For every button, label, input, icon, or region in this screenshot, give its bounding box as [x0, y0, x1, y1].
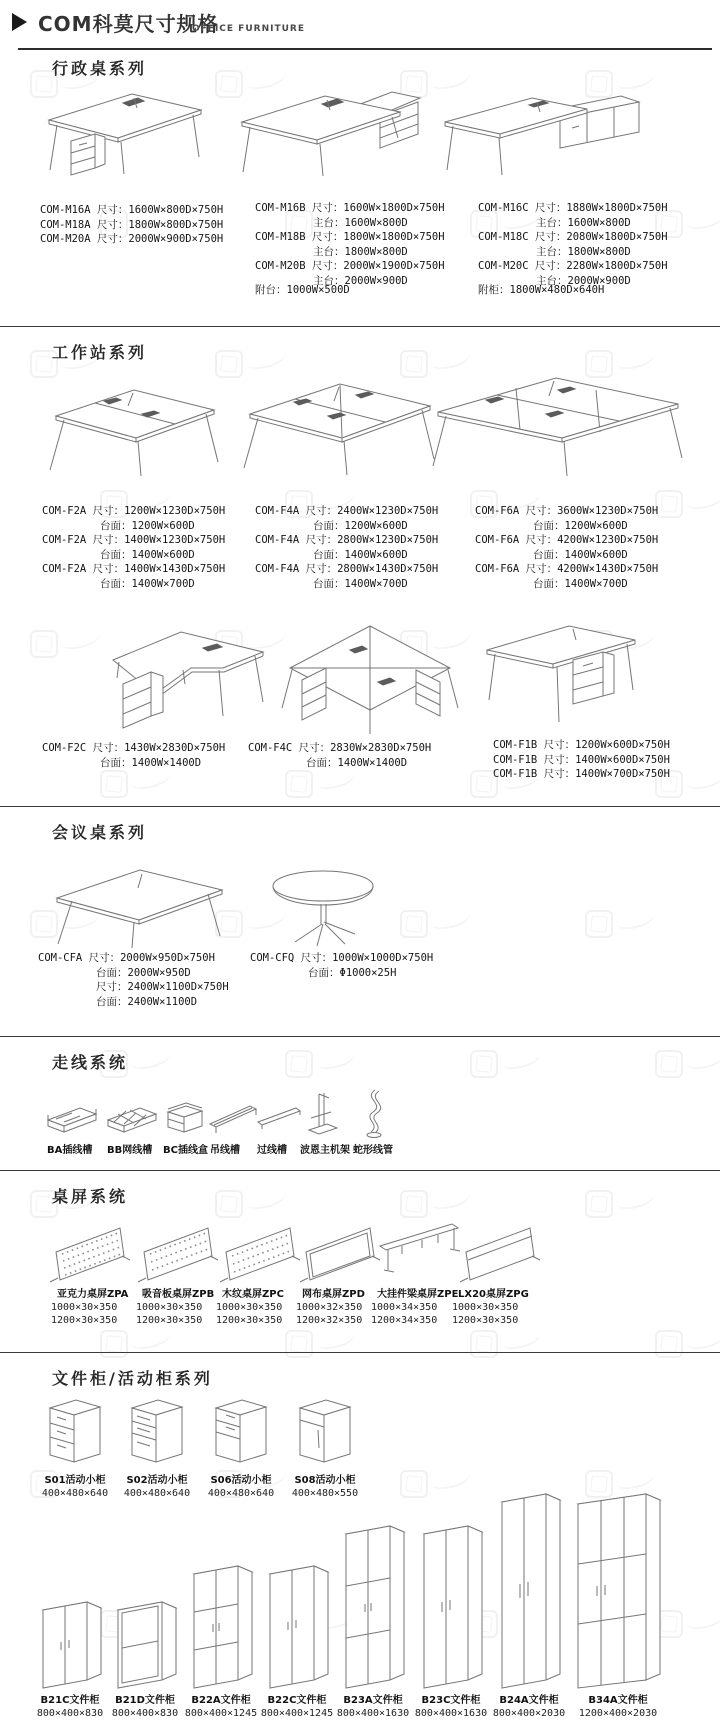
cabinet-size: 800×400×1630 [414, 1708, 488, 1719]
spec-line: COM-CFQ 尺寸：1000W×1000D×750H [250, 952, 434, 964]
cable-item-label: BB网线槽 [107, 1145, 153, 1156]
screen-label-block [51, 1288, 128, 1327]
cabinet-size: 800×400×1245 [260, 1708, 334, 1719]
cabinet-label-block [196, 1474, 286, 1500]
drawing-bench-f6a [428, 358, 696, 482]
cabinet-label-block [103, 1694, 187, 1720]
cabinet-size: 800×400×1245 [184, 1708, 258, 1719]
drawing-desk-f1b [475, 610, 645, 728]
screen-size: 1000×30×350 [216, 1302, 283, 1313]
spec-line: 主台：1800W×800D [536, 245, 631, 258]
screen-size: 1000×30×350 [136, 1302, 203, 1313]
screen-size: 1000×34×350 [371, 1302, 438, 1313]
drawing-screen-zpg [452, 1216, 547, 1286]
drawing-desk-m-b [230, 78, 425, 180]
spec-line: COM-F1B 尺寸：1200W×600D×750H [493, 739, 670, 751]
drawing-pedestal-s06 [206, 1392, 276, 1470]
drawing-cabinet-b23a [338, 1520, 408, 1688]
screen-name: 网布桌屏ZPD [302, 1289, 365, 1300]
screen-label-block [452, 1288, 529, 1327]
spec-line: COM-F2A 尺寸：1400W×1430D×750H [42, 563, 226, 575]
screen-size: 1000×32×350 [296, 1302, 363, 1313]
screen-name: LX20桌屏ZPG [458, 1289, 529, 1300]
spec-line: COM-F1B 尺寸：1400W×700D×750H [493, 768, 670, 780]
cable-item-label: 吊线槽 [210, 1145, 240, 1156]
section-title-screen: 桌屏系统 [52, 1187, 129, 1206]
pointer-icon [12, 13, 27, 31]
cabinet-size: 800×400×830 [111, 1708, 179, 1719]
spec-col-f1b [493, 738, 670, 782]
spec-line: COM-M16C 尺寸：1880W×1800D×750H [478, 202, 668, 214]
drawing-desk-m-c [437, 78, 649, 180]
spec-line: 主台：1600W×800D [536, 216, 631, 229]
drawing-cluster-f4c [272, 590, 467, 740]
spec-line: 台面：Φ1000×25H [308, 966, 397, 979]
drawing-snake-tube [345, 1086, 401, 1142]
drawing-cabinet-b21d [110, 1596, 180, 1688]
screen-label-block [371, 1288, 458, 1327]
cable-item-label: 蛇形线管 [353, 1145, 393, 1156]
spec-line: COM-F2A 尺寸：1200W×1230D×750H [42, 505, 226, 517]
drawing-cable-tray-bb [104, 1092, 160, 1142]
section-title-cabinet: 文件柜/活动柜系列 [52, 1369, 213, 1388]
screen-size: 1200×32×350 [296, 1315, 363, 1326]
screen-label-block [296, 1288, 365, 1327]
spec-line: COM-M18A 尺寸：1800W×800D×750H [40, 218, 224, 231]
spec-line: 台面：2000W×950D [96, 966, 191, 979]
screen-size: 1000×30×350 [51, 1302, 118, 1313]
spec-line: 台面：1400W×600D [100, 548, 195, 561]
spec-line: 台面：2400W×1100D [96, 995, 198, 1008]
drawing-cable-tray-ba [44, 1092, 100, 1142]
screen-size: 1200×34×350 [371, 1315, 438, 1326]
cabinet-size: 400×480×640 [123, 1488, 191, 1499]
cable-item-label: 波恩主机架 [300, 1145, 350, 1156]
cabinet-size: 400×480×640 [41, 1488, 109, 1499]
cabinet-name: B23C文件柜 [421, 1695, 481, 1706]
drawing-conference-table [42, 846, 237, 950]
cabinet-name: B22A文件柜 [191, 1695, 251, 1706]
spec-line: COM-M18C 尺寸：2080W×1800D×750H [478, 231, 668, 243]
spec-line: COM-M20B 尺寸：2000W×1900D×750H [255, 260, 445, 272]
cabinet-name: S02活动小柜 [126, 1475, 188, 1486]
cabinet-label-block [179, 1694, 263, 1720]
cable-item-label: BA插线槽 [47, 1145, 93, 1156]
spec-line: COM-F4A 尺寸：2800W×1430D×750H [255, 563, 439, 575]
cabinet-name: B22C文件柜 [267, 1695, 327, 1706]
spec-line: COM-F2A 尺寸：1400W×1230D×750H [42, 534, 226, 546]
cabinet-name: B23A文件柜 [343, 1695, 403, 1706]
screen-name: 亚克力桌屏ZPA [57, 1289, 129, 1300]
spec-col-f4a [255, 504, 438, 591]
spec-col-f2c [42, 741, 225, 770]
spec-line: COM-CFA 尺寸：2000W×950D×750H [38, 952, 215, 964]
spec-line: COM-F1B 尺寸：1400W×600D×750H [493, 753, 670, 766]
cabinet-label-block [30, 1474, 120, 1500]
drawing-bench-f4a [236, 362, 441, 482]
drawing-screen-zpb [130, 1216, 225, 1286]
spec-line: 台面：1400W×600D [313, 548, 408, 561]
spec-line: 台面：1200W×600D [100, 519, 195, 532]
spec-line: COM-M16A 尺寸：1600W×800D×750H [40, 204, 224, 216]
drawing-cabinet-b21c [35, 1596, 105, 1688]
spec-line: 台面：1200W×600D [533, 519, 628, 532]
screen-label-block [216, 1288, 284, 1327]
cabinet-name: B34A文件柜 [588, 1695, 648, 1706]
screen-size: 1200×30×350 [452, 1315, 519, 1326]
section-title-workstation: 工作站系列 [52, 343, 148, 362]
drawing-cabinet-b23c [416, 1520, 486, 1688]
spec-line: COM-F4A 尺寸：2800W×1230D×750H [255, 534, 439, 546]
spec-line: COM-M16B 尺寸：1600W×1800D×750H [255, 202, 445, 214]
spec-col-m-c [478, 201, 668, 288]
drawing-round-table [265, 852, 385, 950]
cabinet-size: 800×400×830 [36, 1708, 104, 1719]
cabinet-label-block [409, 1694, 493, 1720]
section-divider [0, 1352, 720, 1353]
spec-line: 台面：1200W×600D [313, 519, 408, 532]
spec-line: 台面：1400W×700D [533, 577, 628, 590]
cabinet-name: S06活动小柜 [210, 1475, 272, 1486]
page-title: COM科莫尺寸规格 [38, 12, 219, 36]
spec-line: 台面：1400W×700D [313, 577, 408, 590]
spec-line: COM-F6A 尺寸：4200W×1430D×750H [475, 563, 659, 575]
cabinet-size: 400×480×640 [207, 1488, 275, 1499]
spec-line: COM-F6A 尺寸：4200W×1230D×750H [475, 534, 659, 546]
drawing-cabinet-b24a [494, 1488, 564, 1688]
screen-name: 木纹桌屏ZPC [222, 1289, 284, 1300]
spec-line-extra: 附台：1000W×500D [255, 284, 350, 296]
spec-line: COM-F4A 尺寸：2400W×1230D×750H [255, 505, 439, 517]
spec-line: COM-F4C 尺寸：2830W×2830D×750H [248, 742, 432, 754]
section-title-cable: 走线系统 [52, 1053, 129, 1072]
spec-col-m-a [40, 203, 223, 247]
section-divider [0, 1036, 720, 1037]
spec-col-f4c [248, 741, 431, 770]
drawing-bench-f2a [38, 368, 228, 483]
drawing-desk-m-a [35, 80, 215, 180]
drawing-screen-zpa [42, 1216, 137, 1286]
cabinet-name: B21C文件柜 [40, 1695, 100, 1706]
spec-col-m-b [255, 201, 445, 288]
screen-size: 1200×30×350 [216, 1315, 283, 1326]
cabinet-label-block [255, 1694, 339, 1720]
cabinet-size: 1200×400×2030 [578, 1708, 658, 1719]
cabinet-size: 800×400×1630 [336, 1708, 410, 1719]
drawing-cabinet-b22a [186, 1560, 256, 1688]
drawing-pedestal-s01 [40, 1392, 110, 1470]
cabinet-label-block [487, 1694, 571, 1720]
cabinet-name: B21D文件柜 [115, 1695, 175, 1706]
screen-label-block [136, 1288, 214, 1327]
page-subtitle: OFFICE FURNITURE [192, 24, 305, 34]
spec-col-cfq [250, 951, 433, 980]
spec-line: 台面：1400W×1400D [306, 756, 408, 769]
cabinet-name: S01活动小柜 [44, 1475, 106, 1486]
cable-item-label: BC插线盒 [163, 1145, 208, 1156]
spec-line-extra: 附柜：1800W×480D×640H [478, 284, 605, 296]
drawing-pedestal-s08 [290, 1392, 360, 1470]
section-divider [0, 1170, 720, 1171]
spec-line: 主台：1600W×800D [313, 216, 408, 229]
section-divider [0, 806, 720, 807]
cabinet-label-block [566, 1694, 670, 1720]
spec-line: 台面：1400W×600D [533, 548, 628, 561]
drawing-pedestal-s02 [122, 1392, 192, 1470]
screen-size: 1000×30×350 [452, 1302, 519, 1313]
spec-line: 台面：1400W×700D [100, 577, 195, 590]
screen-name: 大挂件梁桌屏ZPE [377, 1289, 459, 1300]
spec-line: 主台：1800W×800D [313, 245, 408, 258]
spec-line: COM-F2C 尺寸：1430W×2830D×750H [42, 742, 226, 754]
spec-line: COM-F6A 尺寸：3600W×1230D×750H [475, 505, 659, 517]
spec-line: 主台：2000W×900D [536, 274, 631, 287]
cabinet-size: 800×400×2030 [492, 1708, 566, 1719]
header-rule [18, 48, 712, 50]
spec-line: COM-M18B 尺寸：1800W×1800D×750H [255, 231, 445, 243]
section-title-conference: 会议桌系列 [52, 823, 148, 842]
cabinet-label-block [28, 1694, 112, 1720]
cabinet-name: B24A文件柜 [499, 1695, 559, 1706]
cabinet-size: 400×480×550 [291, 1488, 359, 1499]
drawing-desk-f2c [95, 598, 285, 738]
spec-line: COM-M20C 尺寸：2280W×1800D×750H [478, 260, 668, 272]
cabinet-label-block [112, 1474, 202, 1500]
section-divider [0, 326, 720, 327]
spec-col-f2a [42, 504, 225, 591]
cabinet-name: S08活动小柜 [294, 1475, 356, 1486]
drawing-cabinet-b22c [262, 1560, 332, 1688]
spec-line: 尺寸：2400W×1100D×750H [96, 981, 229, 993]
spec-line: 台面：1400W×1400D [100, 756, 202, 769]
cabinet-label-block [280, 1474, 370, 1500]
screen-size: 1200×30×350 [51, 1315, 118, 1326]
spec-line: COM-M20A 尺寸：2000W×900D×750H [40, 233, 224, 245]
drawing-cabinet-b34a [570, 1488, 665, 1688]
cable-item-label: 过线槽 [257, 1145, 287, 1156]
cabinet-label-block [331, 1694, 415, 1720]
spec-col-cfa [38, 951, 229, 1009]
spec-col-f6a [475, 504, 658, 591]
screen-name: 吸音板桌屏ZPB [142, 1289, 215, 1300]
screen-size: 1200×30×350 [136, 1315, 203, 1326]
section-title-executive: 行政桌系列 [52, 59, 148, 78]
spec-line: 主台：2000W×900D [313, 274, 408, 287]
